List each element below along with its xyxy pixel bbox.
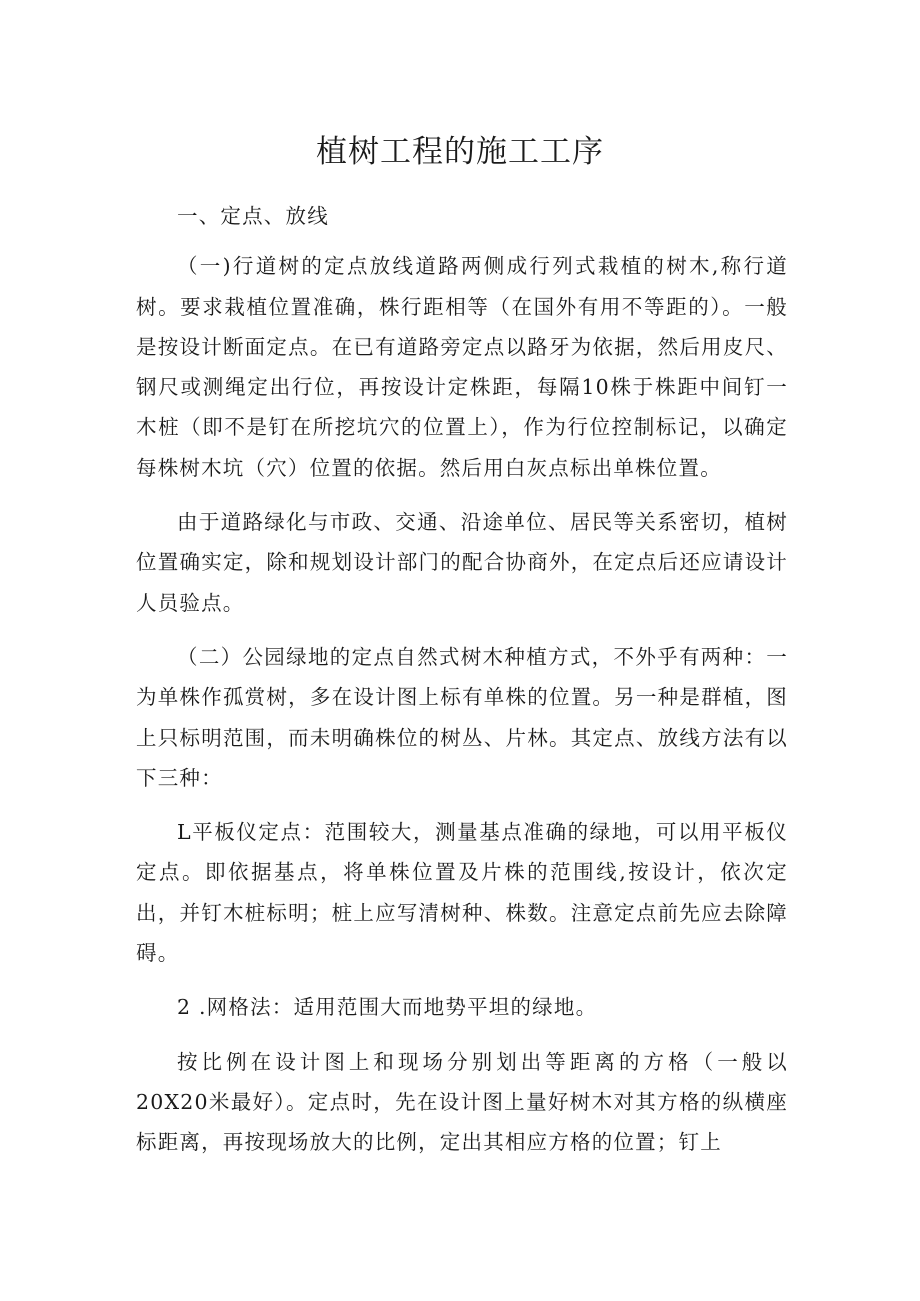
document-title: 植树工程的施工工序 bbox=[316, 134, 604, 170]
paragraph-park-greenland: （二）公园绿地的定点自然式树木种植方式，不外乎有两种：一为单株作孤赏树，多在设计图上标有单株的位置。另一种是群植，图上只标明范围，而未明确株位的树丛、片林。其定点、放线方法有以下三种： bbox=[136, 644, 788, 790]
document-body bbox=[136, 196, 788, 1177]
paragraph-verification: 由于道路绿化与市政、交通、沿途单位、居民等关系密切，植树位置确实定，除和规划设计部门的配合协商外，在定点后还应请设计人员验点。 bbox=[136, 510, 788, 615]
paragraph-plane-table-method: L平板仪定点：范围较大，测量基点准确的绿地，可以用平板仪定点。即依据基点，将单株位置及片株的范围线,按设计，依次定出，并钉木桩标明；桩上应写清树种、株数。注意定点前先应去除障碍。 bbox=[136, 820, 788, 966]
section-heading: 一、定点、放线 bbox=[177, 204, 329, 228]
paragraph-grid-procedure: 按比例在设计图上和现场分别划出等距离的方格（一般以20X20米最好）。定点时，先在设计图上量好树木对其方格的纵横座标距离，再按现场放大的比例，定出其相应方格的位置；钉上 bbox=[136, 1049, 788, 1155]
paragraph-roadside-trees: （一)行道树的定点放线道路两侧成行列式栽植的树木,称行道树。要求栽植位置准确，株行距相等（在国外有用不等距的）。一般是按设计断面定点。在已有道路旁定点以路牙为依据，然后用皮尺、钢尺或测绳定出行位，再按设计定株距，每隔10株于株距中间钉一木桩（即不是钉在所挖坑穴的位置上），作为行位控制标记，以确定每株树木坑（穴）位置的依据。然后用白灰点标出单株位置。 bbox=[136, 254, 788, 480]
paragraph-grid-method: 2 .网格法：适用范围大而地势平坦的绿地。 bbox=[177, 995, 598, 1020]
